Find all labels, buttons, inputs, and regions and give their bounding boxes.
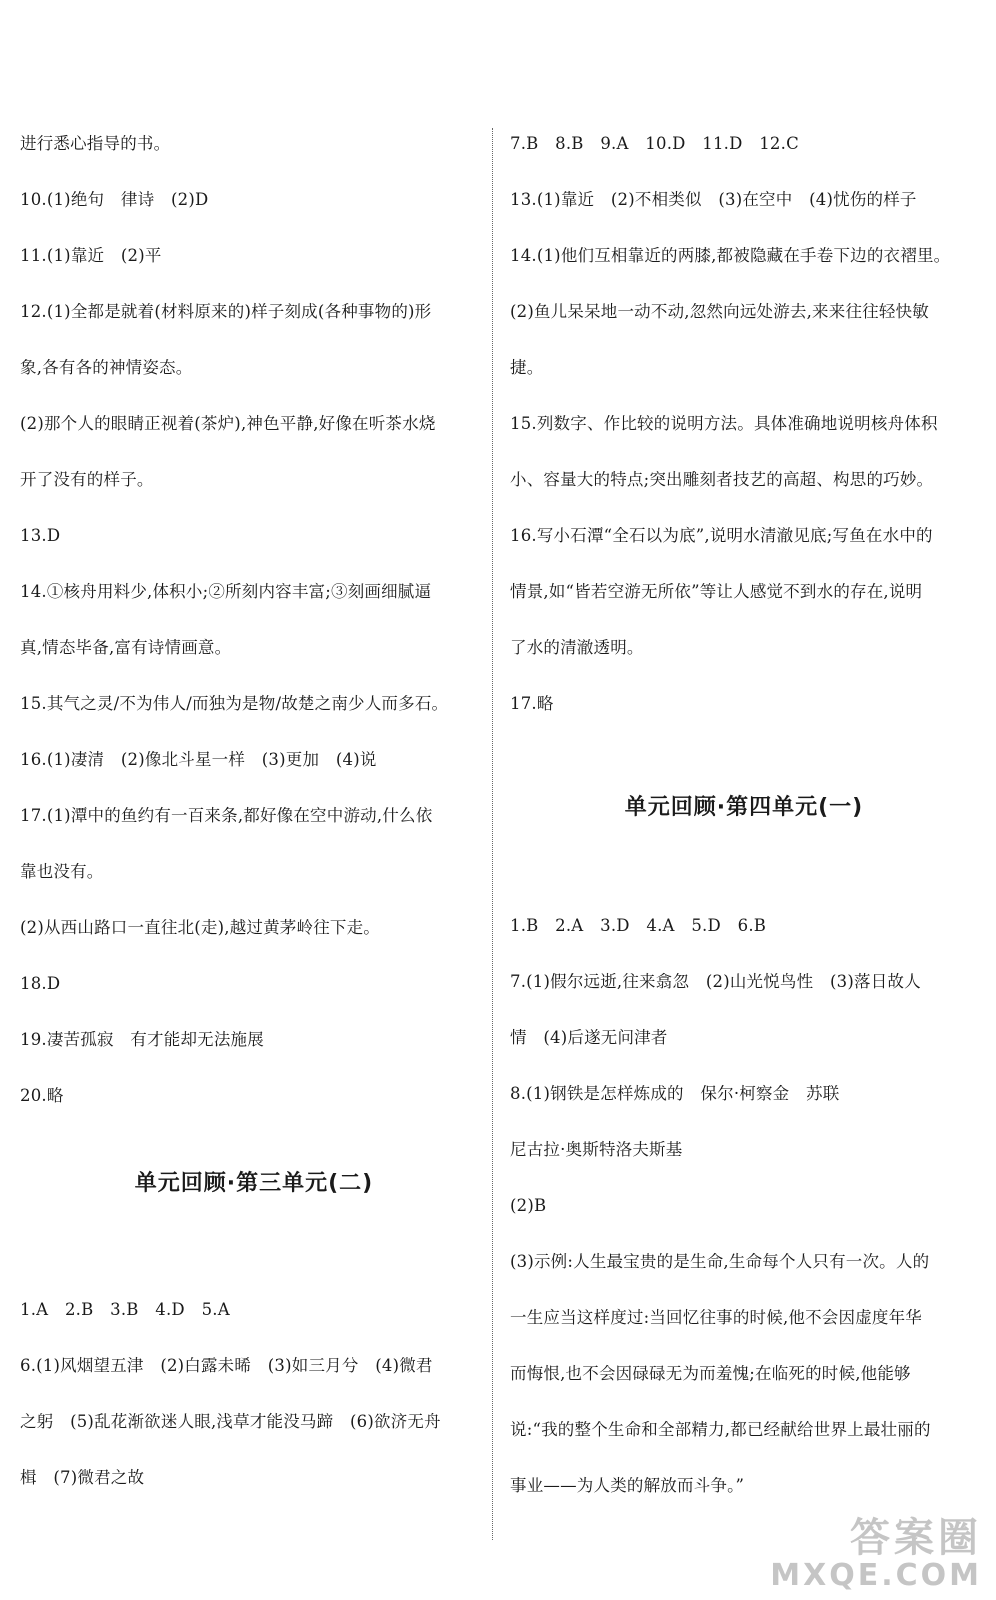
answer-line: 19.凄苦孤寂 有才能却无法施展 <box>20 1030 264 1049</box>
answer-line: (3)示例:人生最宝贵的是生命,生命每个人只有一次。人的 <box>510 1252 930 1271</box>
answer-line: 17.略 <box>510 694 554 713</box>
answer-line: 小、容量大的特点;突出雕刻者技艺的高超、构思的巧妙。 <box>510 470 934 489</box>
answer-line: 说:“我的整个生命和全部精力,都已经献给世界上最壮丽的 <box>510 1420 931 1439</box>
answer-line: 6.(1)风烟望五津 (2)白露未晞 (3)如三月兮 (4)微君 <box>20 1356 433 1375</box>
left-answers-part-b <box>20 1294 488 1518</box>
answer-line: 捷。 <box>510 358 544 377</box>
answer-line: 12.(1)全都是就着(材料原来的)样子刻成(各种事物的)形 <box>20 302 432 321</box>
answer-line: 尼古拉·奥斯特洛夫斯基 <box>510 1140 683 1159</box>
left-column <box>20 128 488 1518</box>
answer-line: 17.(1)潭中的鱼约有一百来条,都好像在空中游动,什么依 <box>20 806 433 825</box>
answer-line: 14.①核舟用料少,体积小;②所刻内容丰富;③刻画细腻逼 <box>20 582 432 601</box>
answer-line: (2)那个人的眼睛正视着(茶炉),神色平静,好像在听茶水烧 <box>20 414 436 433</box>
answer-line: 8.(1)钢铁是怎样炼成的 保尔·柯察金 苏联 <box>510 1084 840 1103</box>
section-heading-unit3-part2: 单元回顾·第三单元(二) <box>134 1171 374 1196</box>
watermark-domain: MXQE.COM <box>770 1558 982 1593</box>
answer-line: 了水的清澈透明。 <box>510 638 644 657</box>
column-divider <box>492 128 493 1540</box>
right-answers-part-a <box>510 128 978 744</box>
answer-line: 18.D <box>20 974 61 993</box>
answer-line: (2)从西山路口一直往北(走),越过黄茅岭往下走。 <box>20 918 380 937</box>
left-answers-part-a <box>20 128 488 1136</box>
answer-line: 7.B 8.B 9.A 10.D 11.D 12.C <box>510 134 799 153</box>
answer-line: 一生应当这样度过:当回忆往事的时候,他不会因虚度年华 <box>510 1308 923 1327</box>
answer-line: (2)鱼儿呆呆地一动不动,忽然向远处游去,来来往往轻快敏 <box>510 302 929 321</box>
answer-line: 1.A 2.B 3.B 4.D 5.A <box>20 1300 230 1319</box>
answer-line: 情 (4)后遂无问津者 <box>510 1028 668 1047</box>
answer-line: 开了没有的样子。 <box>20 470 154 489</box>
right-column <box>510 128 978 1526</box>
answer-line: 16.(1)凄清 (2)像北斗星一样 (3)更加 (4)说 <box>20 750 377 769</box>
answer-line: 15.其气之灵/不为伟人/而独为是物/故楚之南少人而多石。 <box>20 694 449 713</box>
site-watermark <box>770 1516 982 1592</box>
answer-line: 情景,如“皆若空游无所依”等让人感觉不到水的存在,说明 <box>510 582 923 601</box>
answer-line: 20.略 <box>20 1086 64 1105</box>
watermark-brand: 答案圈 <box>850 1515 982 1561</box>
answer-line: 1.B 2.A 3.D 4.A 5.D 6.B <box>510 916 767 935</box>
answer-line: 13.D <box>20 526 61 545</box>
answer-line: 13.(1)靠近 (2)不相类似 (3)在空中 (4)忧伤的样子 <box>510 190 917 209</box>
answer-line: 而悔恨,也不会因碌碌无为而羞愧;在临死的时候,他能够 <box>510 1364 911 1383</box>
answer-line: 14.(1)他们互相靠近的两膝,都被隐藏在手卷下边的衣褶里。 <box>510 246 951 265</box>
answer-line: 7.(1)假尔远逝,往来翕忽 (2)山光悦鸟性 (3)落日故人 <box>510 972 921 991</box>
answer-line: 象,各有各的神情姿态。 <box>20 358 193 377</box>
answer-line: 之躬 (5)乱花渐欲迷人眼,浅草才能没马蹄 (6)欲济无舟 <box>20 1412 441 1431</box>
right-answers-part-b <box>510 910 978 1526</box>
answer-line: 16.写小石潭“全石以为底”,说明水清澈见底;写鱼在水中的 <box>510 526 933 545</box>
answer-line: 11.(1)靠近 (2)平 <box>20 246 162 265</box>
answer-line: 楫 (7)微君之故 <box>20 1468 145 1487</box>
answer-line: 10.(1)绝句 律诗 (2)D <box>20 190 209 209</box>
answer-line: 进行悉心指导的书。 <box>20 134 171 153</box>
section-heading-unit4-part1: 单元回顾·第四单元(一) <box>624 795 864 820</box>
answer-line: 15.列数字、作比较的说明方法。具体准确地说明核舟体积 <box>510 414 938 433</box>
answer-line: (2)B <box>510 1196 547 1215</box>
answer-line: 事业——为人类的解放而斗争。” <box>510 1476 745 1495</box>
answer-line: 靠也没有。 <box>20 862 104 881</box>
answer-line: 真,情态毕备,富有诗情画意。 <box>20 638 232 657</box>
